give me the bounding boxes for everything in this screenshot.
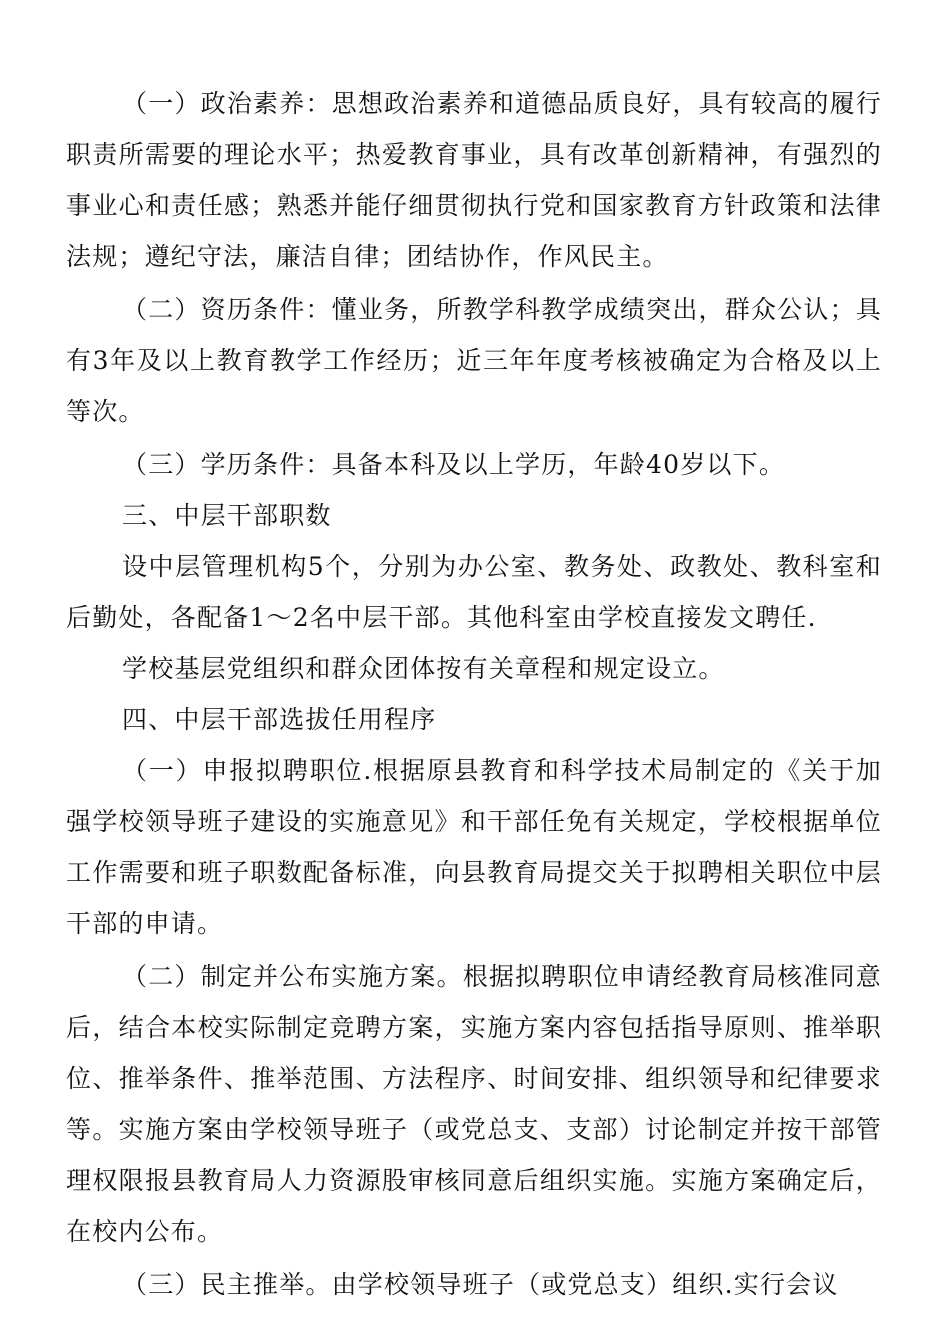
paragraph-education: （三）学历条件：具备本科及以上学历，年龄40岁以下。 <box>122 450 786 479</box>
paragraph-qualification: （二）资历条件：懂业务，所教学科教学成绩突出，群众公认；具有3年及以上教育教学工作经历；近三年年度考核被确定为合格及以上等次。 <box>66 295 882 426</box>
section-heading-middle-cadre-count: 三、中层干部职数 <box>122 501 332 530</box>
paragraph-implementation-plan: （二）制定并公布实施方案。根据拟聘职位申请经教育局核准同意后，结合本校实际制定竞聘方案，实施方案内容包括指导原则、推举职位、推举条件、推举范围、方法程序、时间安排、组织领导和纪律要求等。实施方案由学校领导班子（或党总支、支部）讨论制定并按干部管理权限报县教育局人力资源股审核同意后组织实施。实施方案确定后，在校内公布。 <box>66 962 882 1246</box>
paragraph-apply-positions: （一）申报拟聘职位.根据原县教育和科学技术局制定的《关于加强学校领导班子建设的实施意见》和干部任免有关规定，学校根据单位工作需要和班子职数配备标准，向县教育局提交关于拟聘相关职位中层干部的申请。 <box>66 756 882 938</box>
paragraph-democratic-recommendation: （三）民主推举。由学校领导班子（或党总支）组织.实行会议 <box>122 1270 839 1299</box>
paragraph-political-quality: （一）政治素养：思想政治素养和道德品质良好，具有较高的履行职责所需要的理论水平；热爱教育事业，具有改革创新精神，有强烈的事业心和责任感；熟悉并能仔细贯彻执行党和国家教育方针政策和法律法规；遵纪守法，廉洁自律；团结协作，作风民主。 <box>66 89 882 271</box>
section-heading-selection-procedure: 四、中层干部选拔任用程序 <box>122 705 437 734</box>
paragraph-party-organization: 学校基层党组织和群众团体按有关章程和规定设立。 <box>122 654 725 683</box>
document-body <box>66 78 882 1310</box>
paragraph-management-units: 设中层管理机构5个，分别为办公室、教务处、政教处、教科室和后勤处，各配备1～2名中层干部。其他科室由学校直接发文聘任. <box>66 552 882 632</box>
